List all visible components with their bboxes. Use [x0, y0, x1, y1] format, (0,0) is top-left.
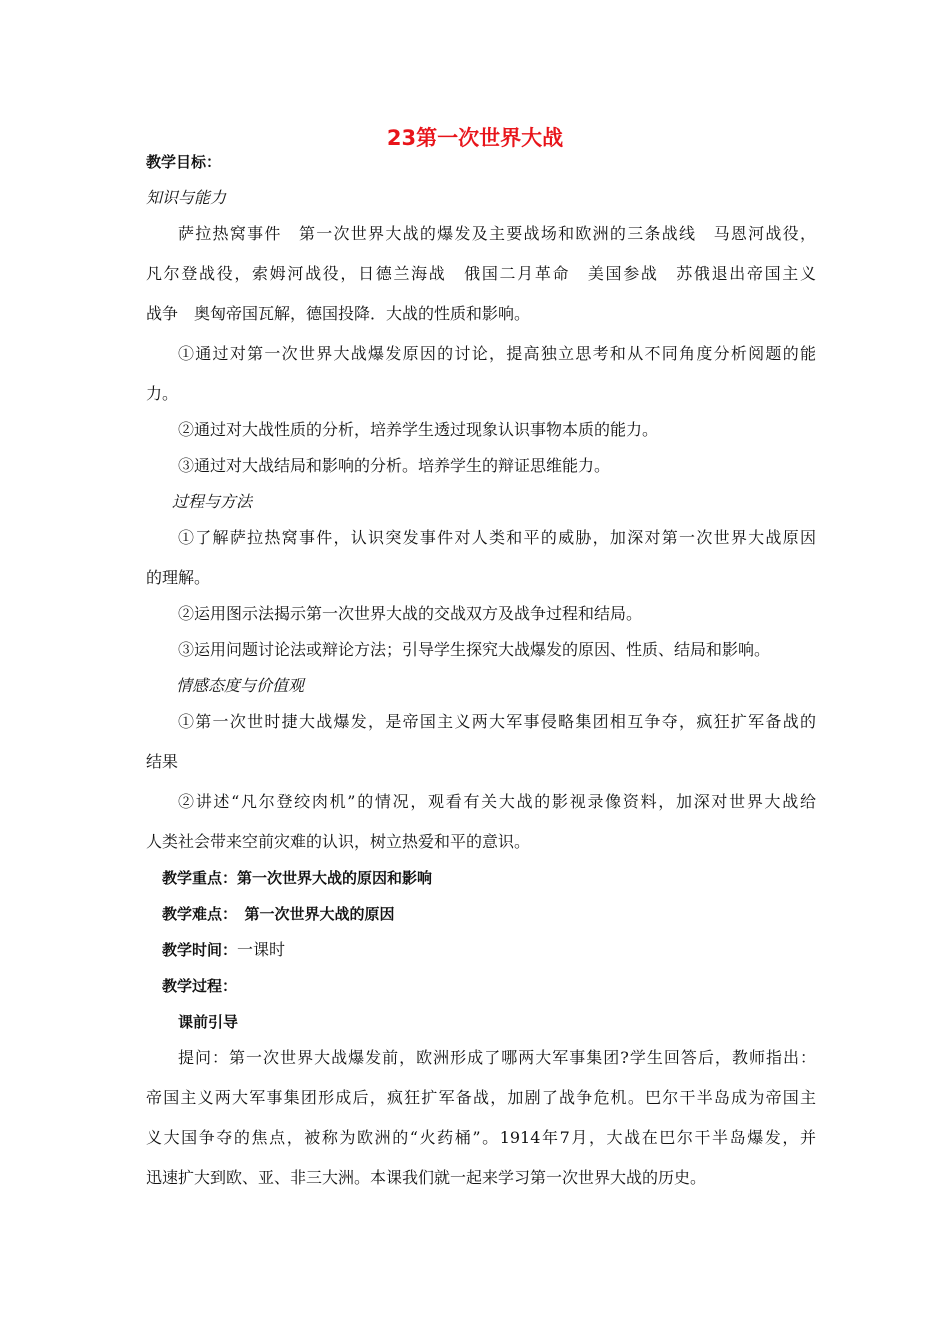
intro-line: 迅速扩大到欧、亚、非三大洲。本课我们就一起来学习第一次世界大战的历史。 [146, 1168, 707, 1187]
process-line: ③运用问题讨论法或辩论方法；引导学生探究大战爆发的原因、性质、结局和影响。 [178, 640, 771, 659]
key-point: 教学重点：第一次世界大战的原因和影响 [162, 869, 433, 887]
emotion-line: 结果 [146, 752, 179, 771]
process-line: ①了解萨拉热窝事件，认识突发事件对人类和平的威胁，加深对第一次世界大战原因 [178, 528, 816, 547]
page-title: 23第一次世界大战 [386, 126, 564, 150]
process-line: 的理解。 [146, 568, 211, 587]
process-line: ②运用图示法揭示第一次世界大战的交战双方及战争过程和结局。 [178, 604, 643, 623]
knowledge-heading: 知识与能力 [146, 188, 227, 207]
emotion-line: ②讲述“凡尔登绞肉机”的情况，观看有关大战的影视录像资料，加深对世界大战给 [178, 792, 816, 811]
knowledge-line: 战争 奥匈帝国瓦解，德国投降．大战的性质和影响。 [146, 304, 531, 323]
knowledge-line: 凡尔登战役，索姆河战役，日德兰海战 俄国二月革命 美国参战 苏俄退出帝国主义 [146, 264, 816, 283]
emotion-heading: 情感态度与价值观 [176, 676, 305, 695]
process-label: 教学过程： [162, 977, 238, 995]
intro-heading: 课前引导 [178, 1013, 239, 1031]
teaching-time [162, 938, 832, 962]
emotion-line: 人类社会带来空前灾难的认识，树立热爱和平的意识。 [146, 832, 531, 851]
ability-line: ③通过对大战结局和影响的分析。培养学生的辩证思维能力。 [178, 456, 611, 475]
emotion-line: ①第一次世时捷大战爆发，是帝国主义两大军事侵略集团相互争夺，疯狂扩军备战的 [178, 712, 816, 731]
goals-heading: 教学目标： [146, 153, 222, 171]
intro-line: 义大国争夺的焦点，被称为欧洲的“火药桶”。1914年7月，大战在巴尔干半岛爆发，并 [146, 1128, 816, 1147]
intro-line: 提问：第一次世界大战爆发前，欧洲形成了哪两大军事集团?学生回答后，教师指出： [178, 1048, 816, 1067]
difficult-point: 教学难点： 第一次世界大战的原因 [162, 905, 395, 923]
ability-line: ①通过对第一次世界大战爆发原因的讨论，提高独立思考和从不同角度分析阅题的能 [178, 344, 816, 363]
time-label: 教学时间： [162, 941, 238, 959]
ability-line: 力。 [146, 384, 179, 403]
intro-line: 帝国主义两大军事集团形成后，疯狂扩军备战，加剧了战争危机。巴尔干半岛成为帝国主 [146, 1088, 816, 1107]
ability-line: ②通过对大战性质的分析，培养学生透过现象认识事物本质的能力。 [178, 420, 659, 439]
process-heading: 过程与方法 [172, 492, 253, 511]
knowledge-line: 萨拉热窝事件 第一次世界大战的爆发及主要战场和欧洲的三条战线 马恩河战役， [178, 224, 816, 243]
time-value: 一课时 [237, 940, 286, 959]
